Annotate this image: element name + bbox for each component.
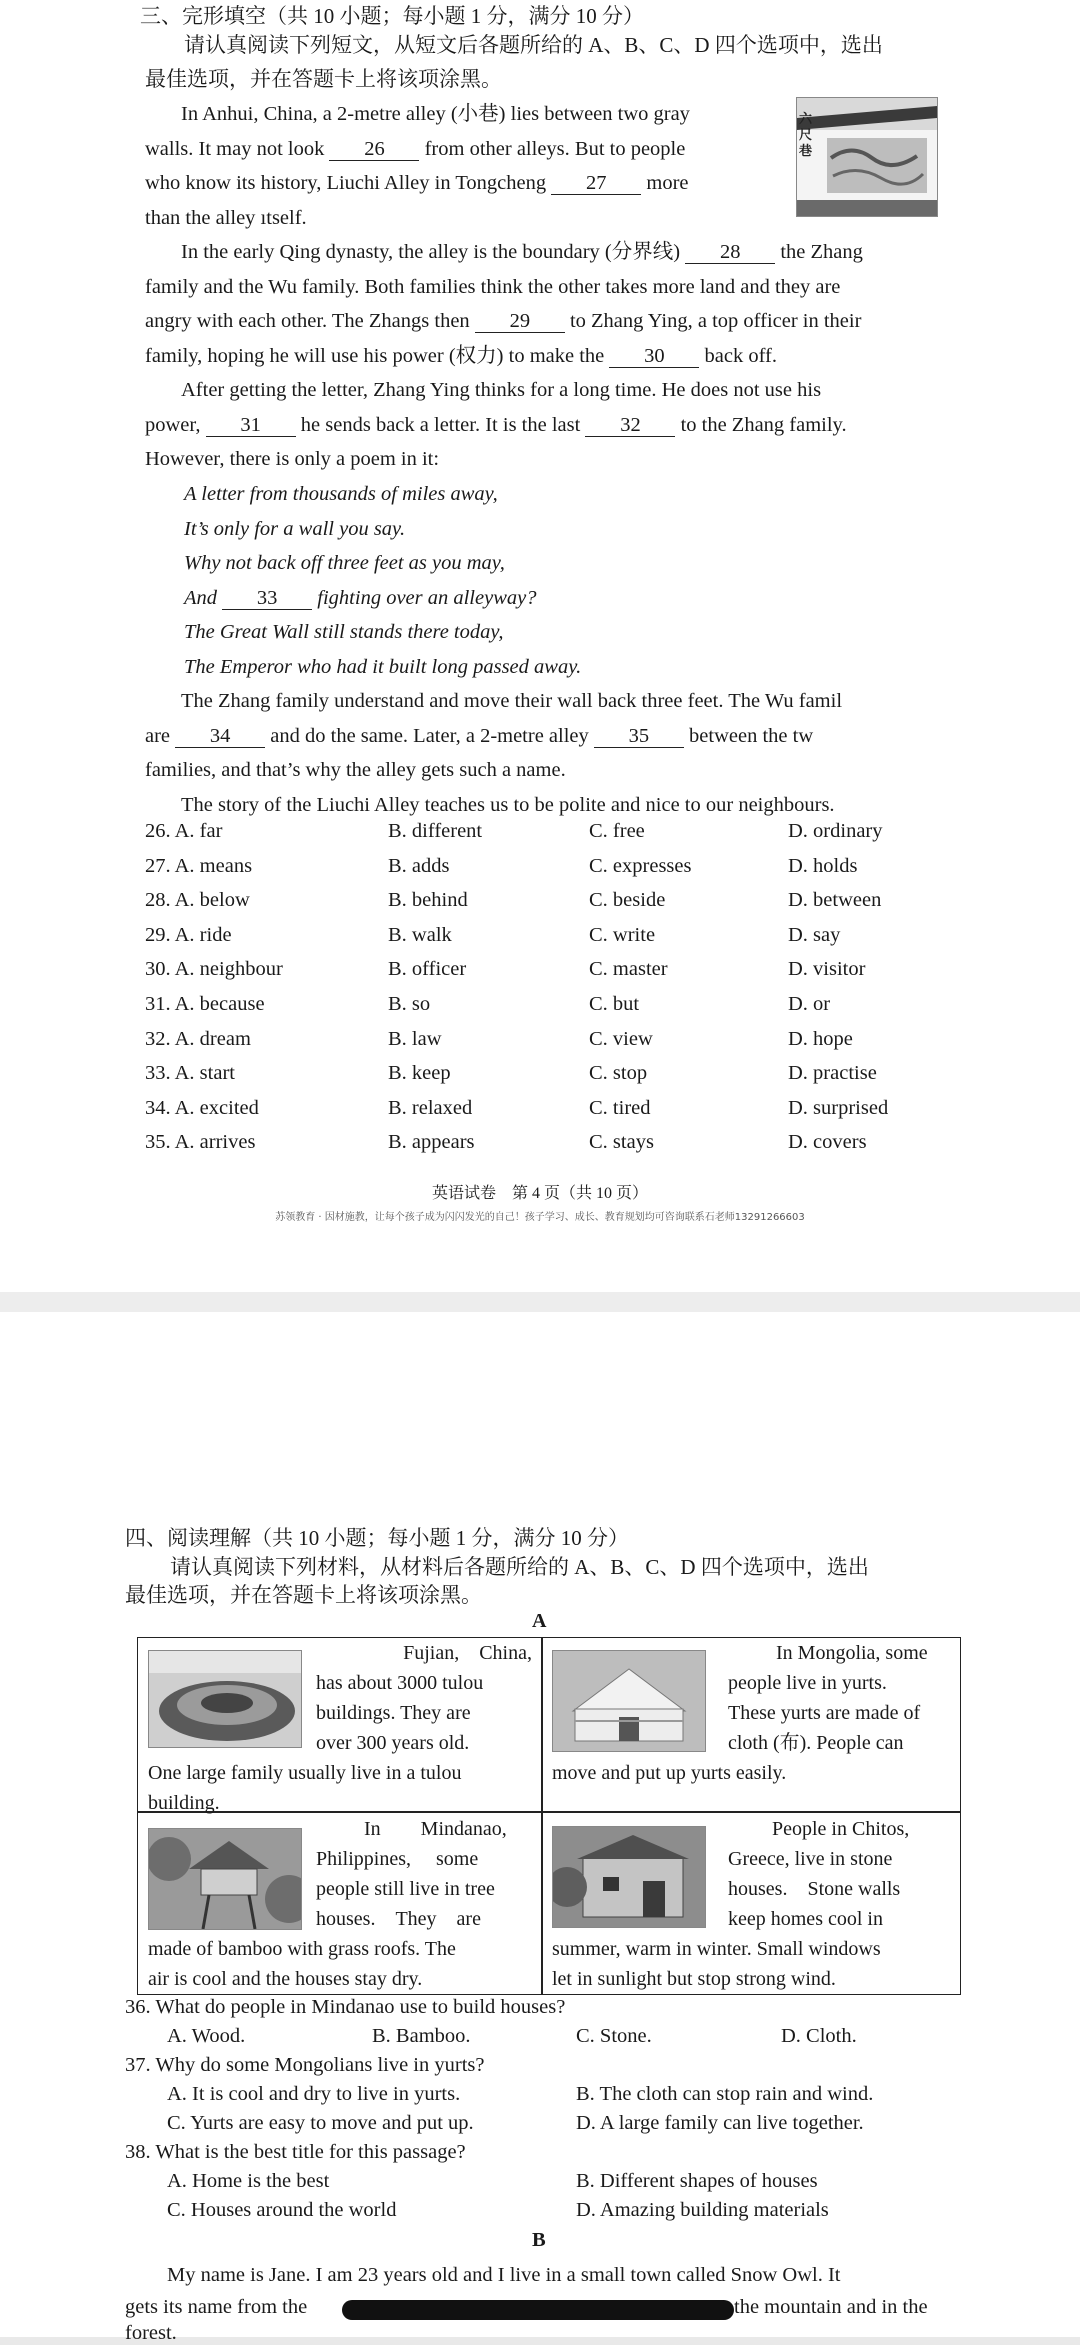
cloze-paragraph-2 <box>145 235 940 373</box>
passage-a-label: A <box>532 1610 547 1632</box>
blank-31[interactable]: 31 <box>206 414 296 437</box>
p2-line-2: family and the Wu family. Both families think the other takes more land and they are <box>145 275 841 298</box>
cell-chitos-text: People in Chitos, Greece, live in stone houses. Stone walls keep homes cool in summer, warm in winter. Small windows let in sunlight but stop strong wind. <box>552 1818 910 1990</box>
option-d[interactable]: D. practise <box>788 1062 877 1085</box>
blank-33[interactable]: 33 <box>222 587 312 610</box>
option-b[interactable]: B. The cloth can stop rain and wind. <box>576 2083 874 2105</box>
passage-b-label: B <box>532 2229 546 2251</box>
footer-note: 苏领教育 · 因材施教，让每个孩子成为闪闪发光的自己！孩子学习、成长、教育规划均可咨询联系石老师13291266603 <box>275 1212 805 1223</box>
option-a[interactable]: A. It is cool and dry to live in yurts. <box>167 2083 461 2105</box>
blank-27[interactable]: 27 <box>551 172 641 195</box>
option-c[interactable]: C. expresses <box>589 854 692 877</box>
poem-line-3: Why not back off three feet as you may, <box>184 552 505 574</box>
p2-line-3: angry with each other. The Zhangs then 29 to Zhang Ying, a top officer in their <box>145 310 862 332</box>
cloze-section-title: 三、完形填空（共 10 小题；每小题 1 分，满分 10 分） <box>140 4 644 28</box>
p3-line-1: After getting the letter, Zhang Ying thinks for a long time. He does not use his <box>181 379 822 401</box>
p1-line-2: walls. It may not look 26 from other alleys. But to people <box>145 137 686 160</box>
passage-b-line-2-start: gets its name from the <box>125 2296 308 2318</box>
p5-line-1: The story of the Liuchi Alley teaches us to be polite and nice to our neighbours. <box>181 793 835 816</box>
option-a[interactable]: 35. A. arrives <box>145 1131 256 1154</box>
option-b[interactable]: B. appears <box>388 1131 475 1154</box>
option-a[interactable]: 31. A. because <box>145 992 265 1015</box>
p1-line-1: In Anhui, China, a 2-metre alley (小巷) lies between two gray <box>181 103 690 125</box>
question-36: 36. What do people in Mindanao use to build houses? <box>125 1996 566 2018</box>
option-c[interactable]: C. free <box>589 820 645 842</box>
option-a[interactable]: 26. A. far <box>145 820 223 842</box>
option-d[interactable]: D. between <box>788 889 882 912</box>
option-b[interactable]: B. adds <box>388 854 450 877</box>
passage-b-line-1: My name is Jane. I am 23 years old and I live in a small town called Snow Owl. It <box>167 2264 841 2286</box>
cloze-paragraph-4 <box>145 684 940 822</box>
redaction-bar <box>342 2300 734 2320</box>
reading-section-title: 四、阅读理解（共 10 小题；每小题 1 分，满分 10 分） <box>125 1526 629 1550</box>
cloze-paragraph-3 <box>145 373 940 477</box>
option-b[interactable]: B. Bamboo. <box>372 2025 471 2047</box>
option-d[interactable]: D. ordinary <box>788 820 883 842</box>
passage-a-table <box>137 1637 961 1995</box>
p1-line-4: than the alley ıtself. <box>145 206 307 229</box>
cell-fujian-text: Fujian, China, has about 3000 tulou buildings. They are over 300 years old. One large family usually live in a tulou building. <box>148 1642 532 1814</box>
option-c[interactable]: C. Yurts are easy to move and put up. <box>167 2112 474 2134</box>
poem-line-4: And 33 fighting over an alleyway? <box>184 586 537 609</box>
question-38: 38. What is the best title for this passage? <box>125 2141 466 2163</box>
option-a[interactable]: A. Home is the best <box>167 2170 330 2192</box>
option-c[interactable]: C. Houses around the world <box>167 2199 397 2221</box>
cloze-paragraph-1 <box>145 97 778 235</box>
option-c[interactable]: C. write <box>589 923 656 946</box>
p4-line-2: are 34 and do the same. Later, a 2-metre alley 35 between the tw <box>145 724 814 747</box>
reading-instruction-line-2: 最佳选项，并在答题卡上将该项涂黑。 <box>125 1583 482 1607</box>
reading-instruction-line-1: 请认真阅读下列材料，从材料后各题所给的 A、B、C、D 四个选项中，选出 <box>170 1555 869 1579</box>
option-a[interactable]: A. Wood. <box>167 2025 246 2047</box>
option-d[interactable]: D. hope <box>788 1027 853 1050</box>
option-d[interactable]: D. Cloth. <box>781 2025 857 2047</box>
table-divider <box>541 1638 543 1994</box>
option-b[interactable]: B. law <box>388 1027 442 1050</box>
cell-mindanao-text: In Mindanao, Philippines, some people still live in tree houses. They are made of bamboo with grass roofs. The air is cool and the houses stay dry. <box>148 1818 507 1990</box>
option-a[interactable]: 34. A. excited <box>145 1096 259 1119</box>
option-b[interactable]: B. walk <box>388 923 452 946</box>
option-d[interactable]: D. say <box>788 923 841 946</box>
poem-line-2: It’s only for a wall you say. <box>184 517 406 540</box>
option-d[interactable]: D. holds <box>788 854 858 877</box>
blank-35[interactable]: 35 <box>594 725 684 748</box>
blank-28[interactable]: 28 <box>685 241 775 264</box>
blank-32[interactable]: 32 <box>585 414 675 437</box>
option-a[interactable]: 27. A. means <box>145 854 253 877</box>
alley-sign: 六尺巷 <box>799 112 813 159</box>
option-d[interactable]: D. A large family can live together. <box>576 2112 864 2134</box>
option-a[interactable]: 29. A. ride <box>145 923 232 946</box>
blank-34[interactable]: 34 <box>175 725 265 748</box>
page-gap <box>0 1292 1080 1312</box>
liuchi-alley-photo <box>796 97 938 217</box>
option-d[interactable]: D. covers <box>788 1131 867 1154</box>
option-b[interactable]: B. officer <box>388 958 467 981</box>
poem-line-5: The Great Wall still stands there today, <box>184 621 504 643</box>
option-c[interactable]: C. stop <box>589 1062 648 1085</box>
p3-line-3: However, there is only a poem in it: <box>145 448 440 470</box>
option-a[interactable]: 30. A. neighbour <box>145 958 283 981</box>
poem-line-6: The Emperor who had it built long passed away. <box>184 655 582 678</box>
option-c[interactable]: C. tired <box>589 1096 651 1119</box>
p4-line-1: The Zhang family understand and move their wall back three feet. The Wu famil <box>181 690 843 712</box>
p1-line-3: who know its history, Liuchi Alley in Tongcheng 27 more <box>145 172 689 194</box>
option-d[interactable]: D. surprised <box>788 1096 889 1119</box>
option-d[interactable]: D. or <box>788 992 831 1015</box>
p3-line-2: power, 31 he sends back a letter. It is the last 32 to the Zhang family. <box>145 413 847 436</box>
poem <box>184 477 581 684</box>
cloze-instruction-line-2: 最佳选项，并在答题卡上将该项涂黑。 <box>145 67 502 91</box>
option-d[interactable]: D. Amazing building materials <box>576 2199 829 2221</box>
blank-26[interactable]: 26 <box>329 138 419 161</box>
blank-29[interactable]: 29 <box>475 310 565 333</box>
option-b[interactable]: B. keep <box>388 1062 451 1085</box>
p4-line-3: families, and that’s why the alley gets such a name. <box>145 759 566 781</box>
option-c[interactable]: C. but <box>589 992 640 1015</box>
option-a[interactable]: 28. A. below <box>145 889 250 912</box>
page-footer: 英语试卷 第 4 页（共 10 页） <box>431 1185 648 1202</box>
option-b[interactable]: B. relaxed <box>388 1096 473 1119</box>
p2-line-1: In the early Qing dynasty, the alley is the boundary (分界线) 28 the Zhang <box>181 241 863 263</box>
option-a[interactable]: 32. A. dream <box>145 1027 251 1050</box>
passage-b-line-3: forest. <box>125 2322 177 2344</box>
poem-line-1: A letter from thousands of miles away, <box>184 483 498 505</box>
option-b[interactable]: B. behind <box>388 889 468 912</box>
option-c[interactable]: C. Stone. <box>576 2025 652 2047</box>
option-a[interactable]: 33. A. start <box>145 1062 235 1085</box>
blank-30[interactable]: 30 <box>609 345 699 368</box>
option-c[interactable]: C. view <box>589 1027 653 1050</box>
passage-b-line-2-end: the mountain and in the <box>734 2296 928 2318</box>
option-c[interactable]: C. beside <box>589 889 666 912</box>
option-c[interactable]: C. stays <box>589 1131 654 1154</box>
option-b[interactable]: B. different <box>388 820 483 842</box>
option-b[interactable]: B. Different shapes of houses <box>576 2170 818 2192</box>
exam-page-5 <box>0 1312 1080 2344</box>
option-b[interactable]: B. so <box>388 992 431 1015</box>
cloze-instruction-line-1: 请认真阅读下列短文，从短文后各题所给的 A、B、C、D 四个选项中，选出 <box>184 33 883 57</box>
p2-line-4: family, hoping he will use his power (权力) to make the 30 back off. <box>145 344 777 367</box>
option-c[interactable]: C. master <box>589 958 668 981</box>
question-37: 37. Why do some Mongolians live in yurts? <box>125 2054 485 2076</box>
option-d[interactable]: D. visitor <box>788 958 866 981</box>
cell-mongolia-text: In Mongolia, some people live in yurts. These yurts are made of cloth (布). People can move and put up yurts easily. <box>552 1642 928 1784</box>
